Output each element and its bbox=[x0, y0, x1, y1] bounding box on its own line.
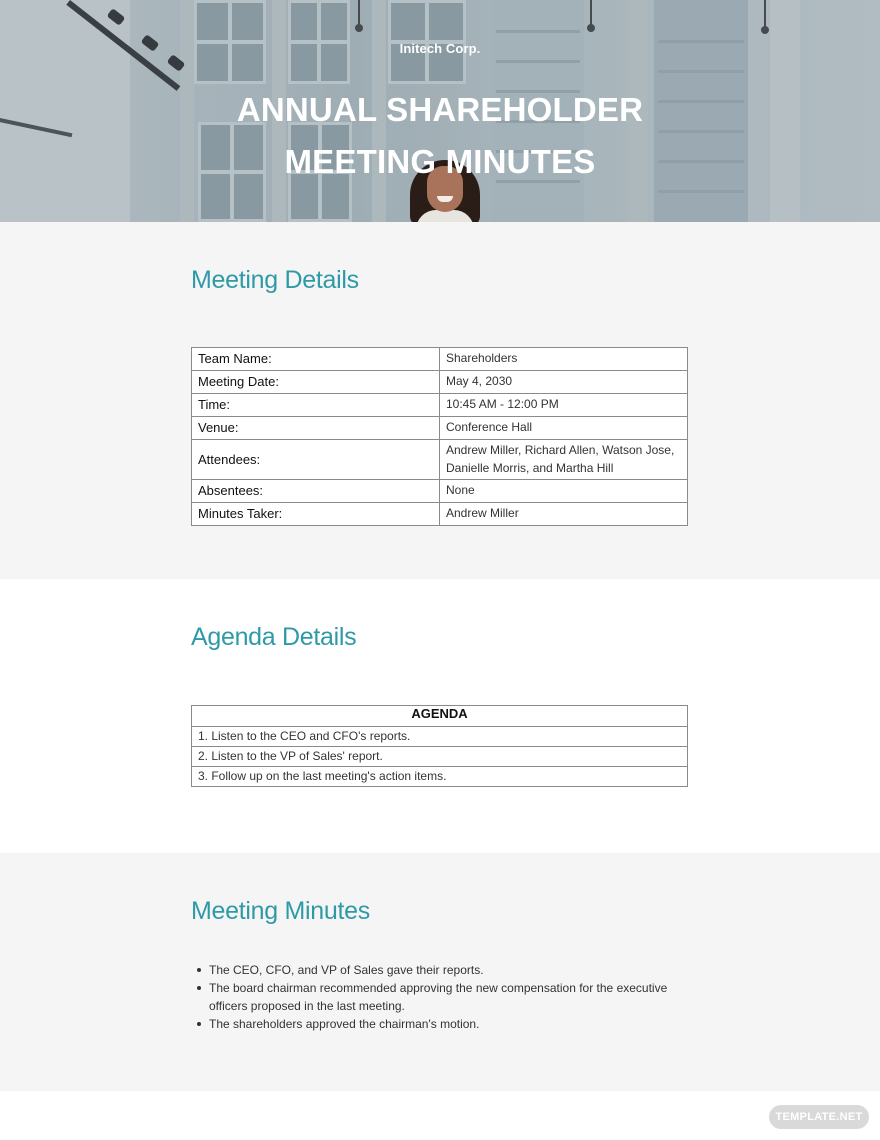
meeting-minutes-list bbox=[209, 961, 709, 1033]
table-row bbox=[192, 417, 688, 440]
table-row bbox=[192, 348, 688, 371]
table-row bbox=[192, 394, 688, 417]
table-row bbox=[192, 767, 688, 787]
meeting-details-table bbox=[191, 347, 688, 526]
agenda-column-header: AGENDA bbox=[192, 706, 688, 727]
agenda-details-section bbox=[0, 579, 880, 853]
table-row bbox=[192, 371, 688, 394]
page-title-line-1: ANNUAL SHAREHOLDER bbox=[236, 91, 644, 128]
agenda-item: 1. Listen to the CEO and CFO's reports. bbox=[192, 727, 688, 747]
page-title-line-2: MEETING MINUTES bbox=[284, 143, 596, 180]
meeting-details-section bbox=[0, 222, 880, 579]
list-item: The CEO, CFO, and VP of Sales gave their reports. bbox=[209, 961, 709, 979]
table-header-row bbox=[192, 706, 688, 727]
meeting-minutes-heading: Meeting Minutes bbox=[191, 897, 370, 925]
minutes-taker-value: Andrew Miller bbox=[440, 503, 688, 526]
list-item: The shareholders approved the chairman's motion. bbox=[209, 1015, 709, 1033]
minutes-taker-label: Minutes Taker: bbox=[192, 503, 440, 526]
meeting-date-label: Meeting Date: bbox=[192, 371, 440, 394]
company-name: Initech Corp. bbox=[399, 41, 481, 56]
team-name-label: Team Name: bbox=[192, 348, 440, 371]
template-net-badge[interactable]: TEMPLATE.NET bbox=[769, 1105, 869, 1129]
time-label: Time: bbox=[192, 394, 440, 417]
venue-value: Conference Hall bbox=[440, 417, 688, 440]
absentees-value: None bbox=[440, 480, 688, 503]
agenda-item: 2. Listen to the VP of Sales' report. bbox=[192, 747, 688, 767]
agenda-details-heading: Agenda Details bbox=[191, 623, 357, 651]
attendees-value: Andrew Miller, Richard Allen, Watson Jose, Danielle Morris, and Martha Hill bbox=[440, 440, 688, 480]
absentees-label: Absentees: bbox=[192, 480, 440, 503]
table-row bbox=[192, 503, 688, 526]
hero-banner bbox=[0, 0, 880, 222]
agenda-item: 3. Follow up on the last meeting's action items. bbox=[192, 767, 688, 787]
page-title bbox=[0, 84, 880, 188]
meeting-minutes-section bbox=[0, 853, 880, 1091]
meeting-details-heading: Meeting Details bbox=[191, 266, 359, 294]
table-row bbox=[192, 440, 688, 480]
list-item: The board chairman recommended approving the new compensation for the executive officers proposed in the last meeting. bbox=[209, 979, 709, 1015]
table-row bbox=[192, 480, 688, 503]
meeting-date-value: May 4, 2030 bbox=[440, 371, 688, 394]
table-row bbox=[192, 727, 688, 747]
team-name-value: Shareholders bbox=[440, 348, 688, 371]
time-value: 10:45 AM - 12:00 PM bbox=[440, 394, 688, 417]
attendees-label: Attendees: bbox=[192, 440, 440, 480]
agenda-table bbox=[191, 705, 688, 787]
venue-label: Venue: bbox=[192, 417, 440, 440]
table-row bbox=[192, 747, 688, 767]
